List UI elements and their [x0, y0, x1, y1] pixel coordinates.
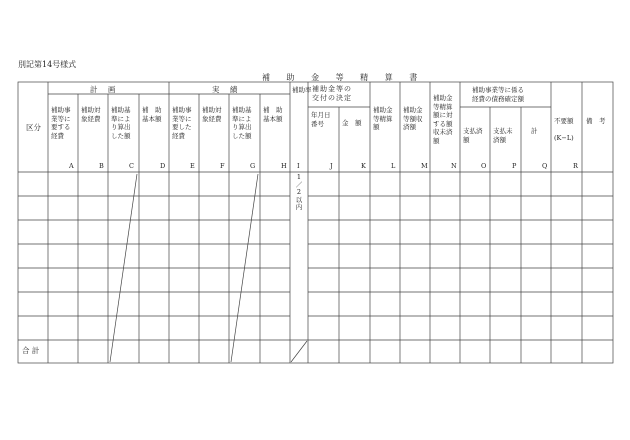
col-n-header: 補助金 等精算 額に対 する額 収未済 額	[433, 94, 453, 145]
col-letter-r: R	[573, 162, 578, 170]
rate-header: 補助率	[292, 86, 312, 94]
col-remarks-header: 備 考	[586, 117, 606, 125]
col-g-header: 補助基 準によ り算出 した額	[232, 106, 252, 140]
col-letter-o: O	[481, 162, 487, 170]
col-letter-q: Q	[542, 162, 548, 170]
col-letter-c: C	[129, 162, 134, 170]
col-letter-n: N	[451, 162, 457, 170]
total-row-label: 合 計	[22, 346, 40, 355]
col-m-header: 補助金 等額収 済額	[403, 106, 423, 131]
col-letter-d: D	[160, 162, 166, 170]
col-letter-g: G	[250, 162, 256, 170]
col-letter-k: K	[361, 162, 366, 170]
col-letter-l: L	[391, 162, 396, 170]
col-c-header: 補助基 準によ り算出 した額	[111, 106, 131, 140]
grant-decision-header: 補助金等の 交付の決定	[312, 85, 352, 102]
document-title: 補 助 金 等 精 算 書	[262, 73, 425, 82]
plan-group-header: 計 画	[90, 85, 120, 94]
col-f-header: 補助対 象経費	[202, 106, 222, 123]
col-letter-p: P	[512, 162, 517, 170]
col-l-header: 補助金 等精算 額	[373, 106, 393, 131]
row-header-kubun: 区分	[26, 123, 41, 132]
actual-group-header: 実 績	[212, 85, 242, 94]
col-a-header: 補助事 業等に 要する 経費	[51, 106, 71, 140]
col-letter-j: J	[330, 162, 333, 170]
col-letter-i: I	[297, 162, 300, 170]
form-number-label: 別記第14号様式	[18, 60, 77, 69]
col-letter-h: H	[281, 162, 287, 170]
col-o-header: 支払済 額	[463, 127, 483, 144]
col-p-header: 支払未 済額	[493, 127, 513, 144]
col-letter-m: M	[421, 162, 428, 170]
col-letter-a: A	[69, 162, 74, 170]
col-e-header: 補助事 業等に 要した 経費	[172, 106, 192, 140]
col-letter-e: E	[190, 162, 195, 170]
col-d-header: 補 助 基本額	[142, 106, 162, 123]
rate-total-slash	[291, 341, 307, 362]
col-letter-f: F	[220, 162, 225, 170]
col-q-header: 計	[531, 127, 538, 135]
col-letter-b: B	[99, 162, 104, 170]
col-b-header: 補助対 象経費	[81, 106, 101, 123]
col-k-header: 金 額	[342, 119, 362, 127]
col-r-header: 不要額 (K−L)	[554, 117, 574, 142]
col-j-header: 年月日 番号	[311, 111, 331, 128]
rate-value: 1 ／ 2 以 内	[295, 173, 303, 211]
col-h-header: 補 助 基本額	[263, 106, 283, 123]
debt-confirmed-header: 補助事業等に係る 経費の債務確定額	[472, 86, 524, 103]
